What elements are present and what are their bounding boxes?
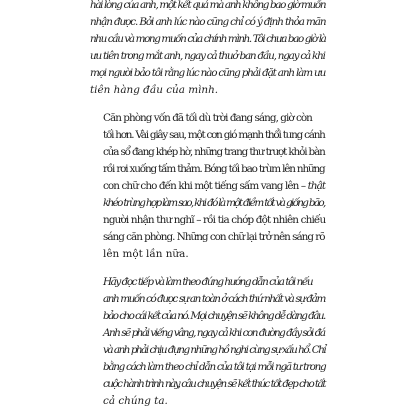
text-line [90, 31, 325, 48]
text-segment: thật [307, 180, 326, 192]
text-segment: người nhận thư nghĩ – rồi tia chớp đột nhiên chiếu [103, 214, 326, 226]
text-line [90, 246, 325, 263]
text-segment: nhận được. Bởi anh lúc nào cũng chỉ có ý định thỏa mãn [90, 16, 326, 28]
text-segment: Anh sẽ phải viếng vâng, ngay cả khi con đường đầy sỏi đá [103, 327, 325, 339]
text-line [90, 14, 325, 31]
text-line [90, 195, 325, 212]
text-line [90, 48, 325, 65]
text-segment: lên một lần nữa. [103, 248, 189, 260]
text-segment: Căn phòng vốn đã tối dù trời đang sáng, giờ còn [103, 112, 312, 124]
text-segment: cửa sổ đang khép hờ, những trang thư trượt khỏi bàn [103, 146, 325, 158]
text-line [90, 325, 325, 342]
text-segment: bảo cho cái kết của nó. Mọi chuyện sẽ không dễ dàng đâu. [103, 310, 325, 322]
text-segment: cuộc hành trình này, câu chuyện sẽ kết thúc tốt đẹp cho tất [103, 378, 326, 390]
text-segment: và anh phải chịu đựng những hồ nghi cùng sự xấu hổ. Chỉ [103, 344, 326, 356]
text-segment: nhu cầu và mong muốn của chính mình. Tôi chưa bao giờ là [90, 33, 326, 45]
text-segment: anh muốn có được sự an toàn ở cách thứ nhất và sự đảm [103, 293, 325, 305]
text-line [90, 342, 325, 359]
text-line [90, 212, 325, 229]
text-line [90, 291, 325, 308]
text-segment: mọi người bảo tôi rằng lúc nào cũng phải đặt anh làm ưu [90, 67, 326, 79]
text-line [90, 65, 325, 82]
text-line [90, 127, 325, 144]
text-line [90, 359, 325, 376]
text-line [90, 144, 325, 161]
text-segment: hài lòng của anh, một kết quả mà anh không bao giờ muốn [90, 0, 326, 11]
paragraph-narration [90, 110, 325, 263]
paragraph-letter-excerpt-2 [90, 274, 325, 410]
text-segment: ưu tiên trong mắt anh, ngay cả thuở ban đầu, ngay cả khi [90, 50, 325, 62]
text-line [90, 178, 325, 195]
text-segment: bằng cách làm theo chỉ dẫn của tôi tại mỗi ngã tư trong [103, 361, 326, 373]
text-column [90, 0, 325, 410]
text-line [90, 274, 325, 291]
text-segment: tiên hàng đầu của mình. [90, 84, 219, 96]
text-segment: rồi rơi xuống tấm thảm. Bóng tối bao trùm lên những [103, 163, 325, 175]
text-line [90, 82, 325, 99]
text-line [90, 308, 325, 325]
text-line [90, 229, 325, 246]
text-segment: Hãy đọc tiếp và làm theo đúng hướng dẫn của tôi nếu [103, 276, 313, 288]
text-line [90, 376, 325, 393]
text-segment: tối hơn. Vài giây sau, một cơn gió mạnh thổi tung cánh [103, 129, 325, 141]
text-segment: sáng căn phòng. Những con chữ lại trở nên sáng rõ [103, 231, 325, 243]
paragraph-letter-excerpt-1 [90, 0, 325, 99]
text-segment: cả chúng ta. [103, 395, 168, 407]
text-line [90, 393, 325, 410]
text-line [90, 161, 325, 178]
text-segment: khéo trùng hợp làm sao, khi đó là một điềm tốt và giống bão, [103, 197, 325, 209]
text-line [90, 0, 325, 14]
text-segment: con chữ cho đến khi một tiếng sấm vang lên – [103, 180, 308, 192]
text-line [90, 110, 325, 127]
